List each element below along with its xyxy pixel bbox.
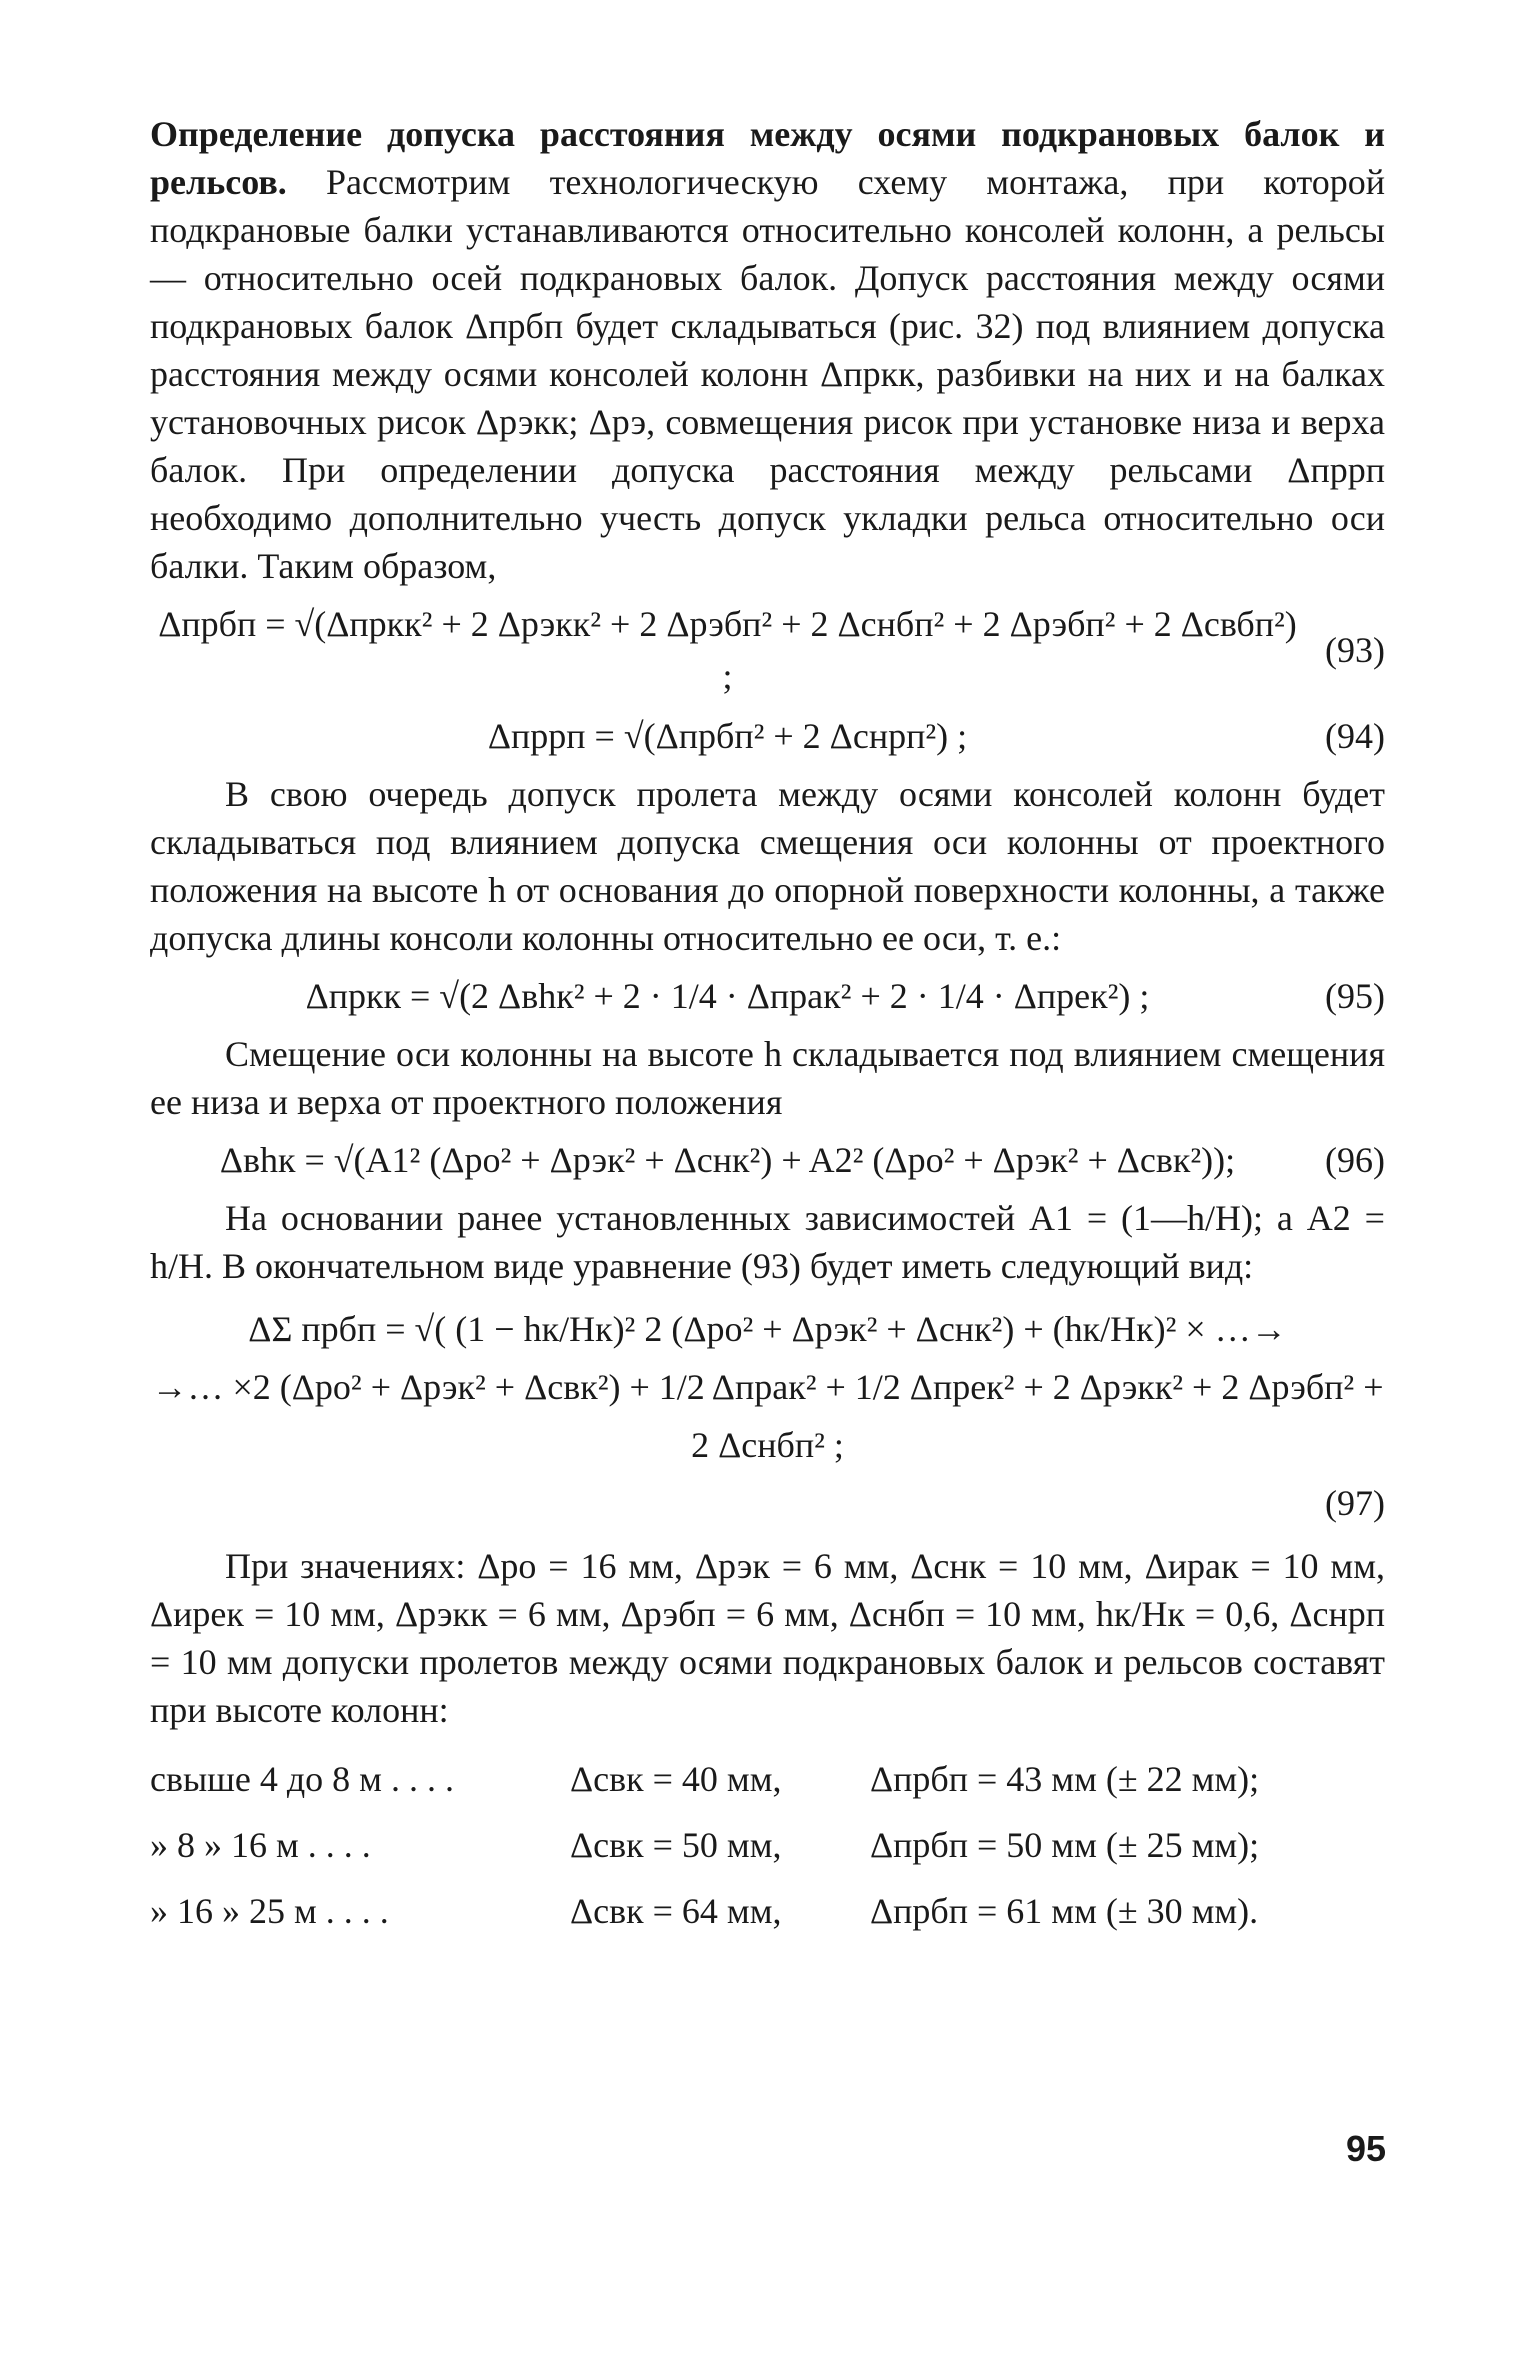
console-tolerance: Δсвк = 64 мм, [570,1891,782,1931]
equation-97 [150,1300,1385,1532]
equation-96-formula: Δвhк = √(A1² (Δро² + Δрэк² + Δснк²) + A2² (Δро² + Δрэк² + Δсвк²)); [219,1140,1236,1180]
height-range: свыше 4 до 8 м . . . . [150,1759,454,1799]
list-item [150,1746,1385,1812]
equation-97-line-1: ΔΣ прбп = √( (1 − hк/Hк)² 2 (Δро² + Δрэк² + Δснк²) + (hк/Hк)² × …→ [248,1309,1287,1349]
equation-94-formula: Δпррп = √(Δпрбп² + 2 Δснрп²) ; [487,716,968,756]
paragraph-2: В свою очередь допуск пролета между осями консолей колонн будет складываться под влиянием допуска смещения оси колонны от проектного положения на высоте h от основания до опорной поверхности колонны, а также допуска длины консоли колонны относительно ее оси, т. е.: [150,774,1385,958]
page-number: 95 [1345,2128,1386,2169]
equation-94 [150,710,1385,762]
equation-97-line-2: →… ×2 (Δро² + Δрэк² + Δсвк²) + 1/2 Δпрак² + 1/2 Δпрек² + 2 Δрэкк² + 2 Δрэбп² + 2 Δснбп² ; [151,1367,1384,1465]
paragraph-4: На основании ранее установленных зависимостей A1 = (1—h/H); а A2 = h/H. В окончательном виде уравнение (93) будет иметь следующий вид: [150,1198,1385,1286]
paragraph-5: При значениях: Δро = 16 мм, Δрэк = 6 мм, Δснк = 10 мм, Δирак = 10 мм, Δирек = 10 мм, Δрэкк = 6 мм, Δрэбп = 6 мм, Δснбп = 10 мм, hк/Hк = 0,6, Δснрп = 10 мм допуски пролетов между осями подкрановых балок и рельсов составят при высоте колонн: [150,1546,1385,1730]
equation-95-formula: Δпркк = √(2 Δвhк² + 2 · 1/4 · Δпрак² + 2 · 1/4 · Δпрек²) ; [305,976,1150,1016]
equation-96-number: (96) [1325,1140,1385,1180]
console-tolerance: Δсвк = 50 мм, [570,1825,782,1865]
span-tolerance: Δпрбп = 43 мм (± 22 мм); [870,1759,1260,1799]
height-range: » 16 » 25 м . . . . [150,1891,389,1931]
equation-93-formula: Δпрбп = √(Δпркк² + 2 Δрэкк² + 2 Δрэбп² + 2 Δснбп² + 2 Δрэбп² + 2 Δсвбп²) ; [158,604,1297,696]
equation-95-number: (95) [1325,976,1385,1016]
equation-96 [150,1134,1385,1186]
list-item [150,1812,1385,1878]
equation-93-number: (93) [1325,630,1385,670]
equation-95 [150,970,1385,1022]
intro-text: Рассмотрим технологическую схему монтажа, при которой подкрановые балки устанавливаются относительно консолей колонн, а рельсы — относительно осей подкрановых балок. Допуск расстояния между осями подкрановых балок Δпрбп будет складываться (рис. 32) под влиянием допуска расстояния между осями консолей колонн Δпркк, разбивки на них и на балках установочных рисок Δрэкк; Δрэ, совмещения рисок при установке низа и верха балок. При определении допуска расстояния между рельсами Δпррп необходимо дополнительно учесть допуск укладки рельса относительно оси балки. Таким образом, [150,162,1386,586]
list-item [150,1878,1385,1944]
console-tolerance: Δсвк = 40 мм, [570,1759,782,1799]
equation-97-number: (97) [1325,1483,1385,1523]
equation-93 [150,598,1385,702]
span-tolerance: Δпрбп = 50 мм (± 25 мм); [870,1825,1260,1865]
height-range: » 8 » 16 м . . . . [150,1825,371,1865]
intro-paragraph [150,110,1385,590]
results-list [150,1746,1385,1944]
equation-94-number: (94) [1325,716,1385,756]
paragraph-3: Смещение оси колонны на высоте h складывается под влиянием смещения ее низа и верха от проектного положения [150,1034,1385,1122]
span-tolerance: Δпрбп = 61 мм (± 30 мм). [870,1891,1259,1931]
section-heading: Определение допуска расстояния между осями подкрановых балок и рельсов. [150,114,1385,202]
page-content [150,110,1385,1944]
